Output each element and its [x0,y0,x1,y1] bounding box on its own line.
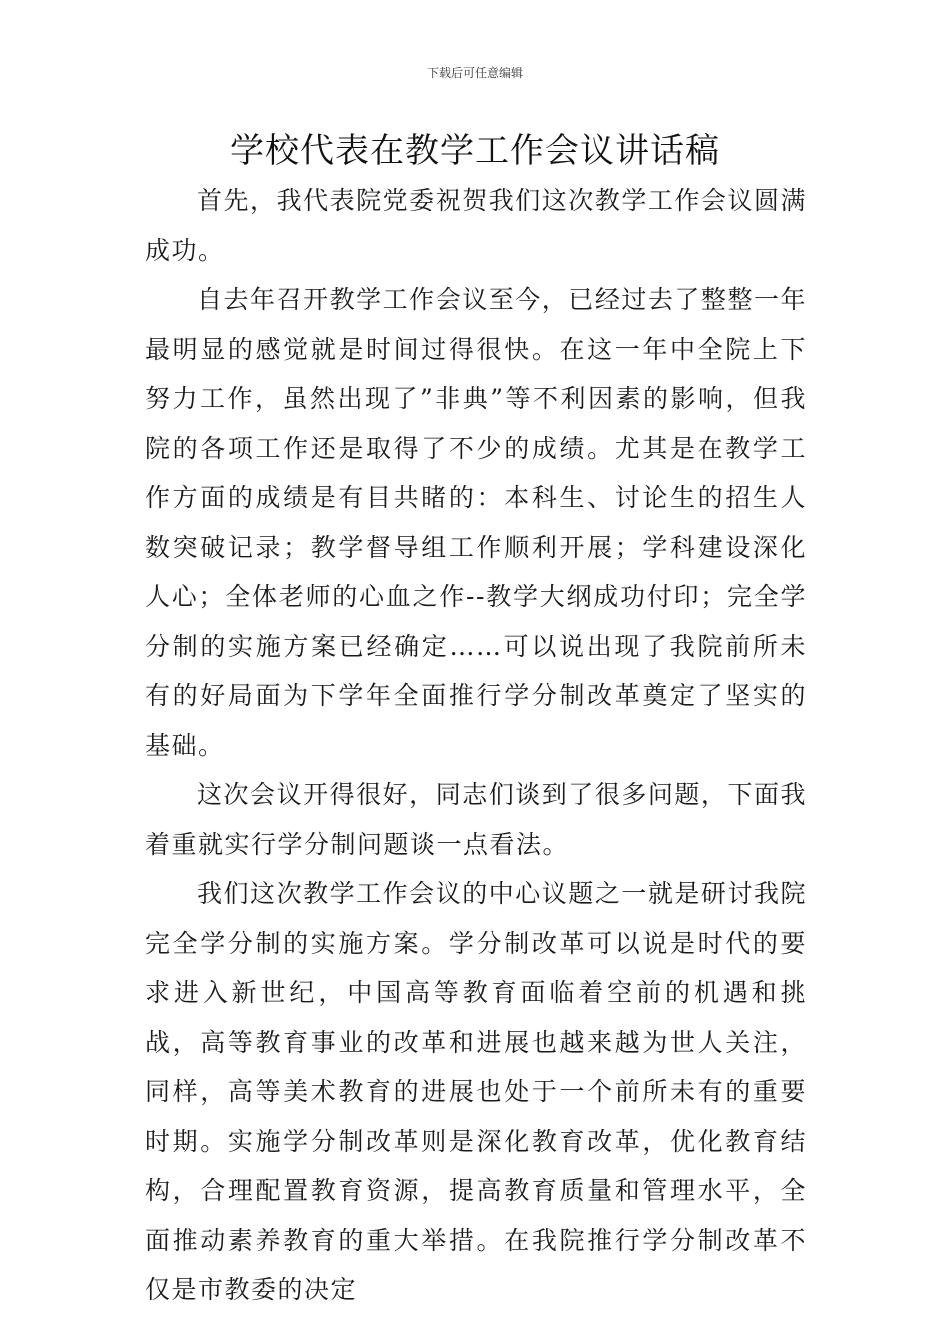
paragraph-meeting-remarks: 这次会议开得很好，同志们谈到了很多问题，下面我着重就实行学分制问题谈一点看法。 [145,780,807,859]
paragraph-year-review: 自去年召开教学工作会议至今，已经过去了整整一年最明显的感觉就是时间过得很快。在这一年中全院上下努力工作，虽然出现了”非典”等不利因素的影响，但我院的各项工作还是取得了不少的成绩。尤其是在教学工作方面的成绩是有目共睹的：本科生、讨论生的招生人数突破记录；教学督导组工作顺利开展；学科建设深化人心；全体老师的心血之作--教学大纲成功付印；完全学分制的实施方案已经确定……可以说出现了我院前所未有的好局面为下学年全面推行学分制改革奠定了坚实的基础。 [145,285,807,760]
header-note: 下载后可任意编辑 [426,66,523,80]
document-title: 学校代表在教学工作会议讲话稿 [230,131,720,171]
paragraph-credit-system: 我们这次教学工作会议的中心议题之一就是研讨我院完全学分制的实施方案。学分制改革可以说是时代的要求进入新世纪，中国高等教育面临着空前的机遇和挑战，高等教育事业的改革和进展也越来越为世人关注，同样，高等美术教育的进展也处于一个前所未有的重要时期。实施学分制改革则是深化教育改革，优化教育结构，合理配置教育资源，提高教育质量和管理水平，全面推动素养教育的重大举措。在我院推行学分制改革不仅是市教委的决定 [145,879,807,1304]
paragraph-congratulations: 首先，我代表院党委祝贺我们这次教学工作会议圆满成功。 [145,186,807,265]
document-body [145,176,807,1315]
